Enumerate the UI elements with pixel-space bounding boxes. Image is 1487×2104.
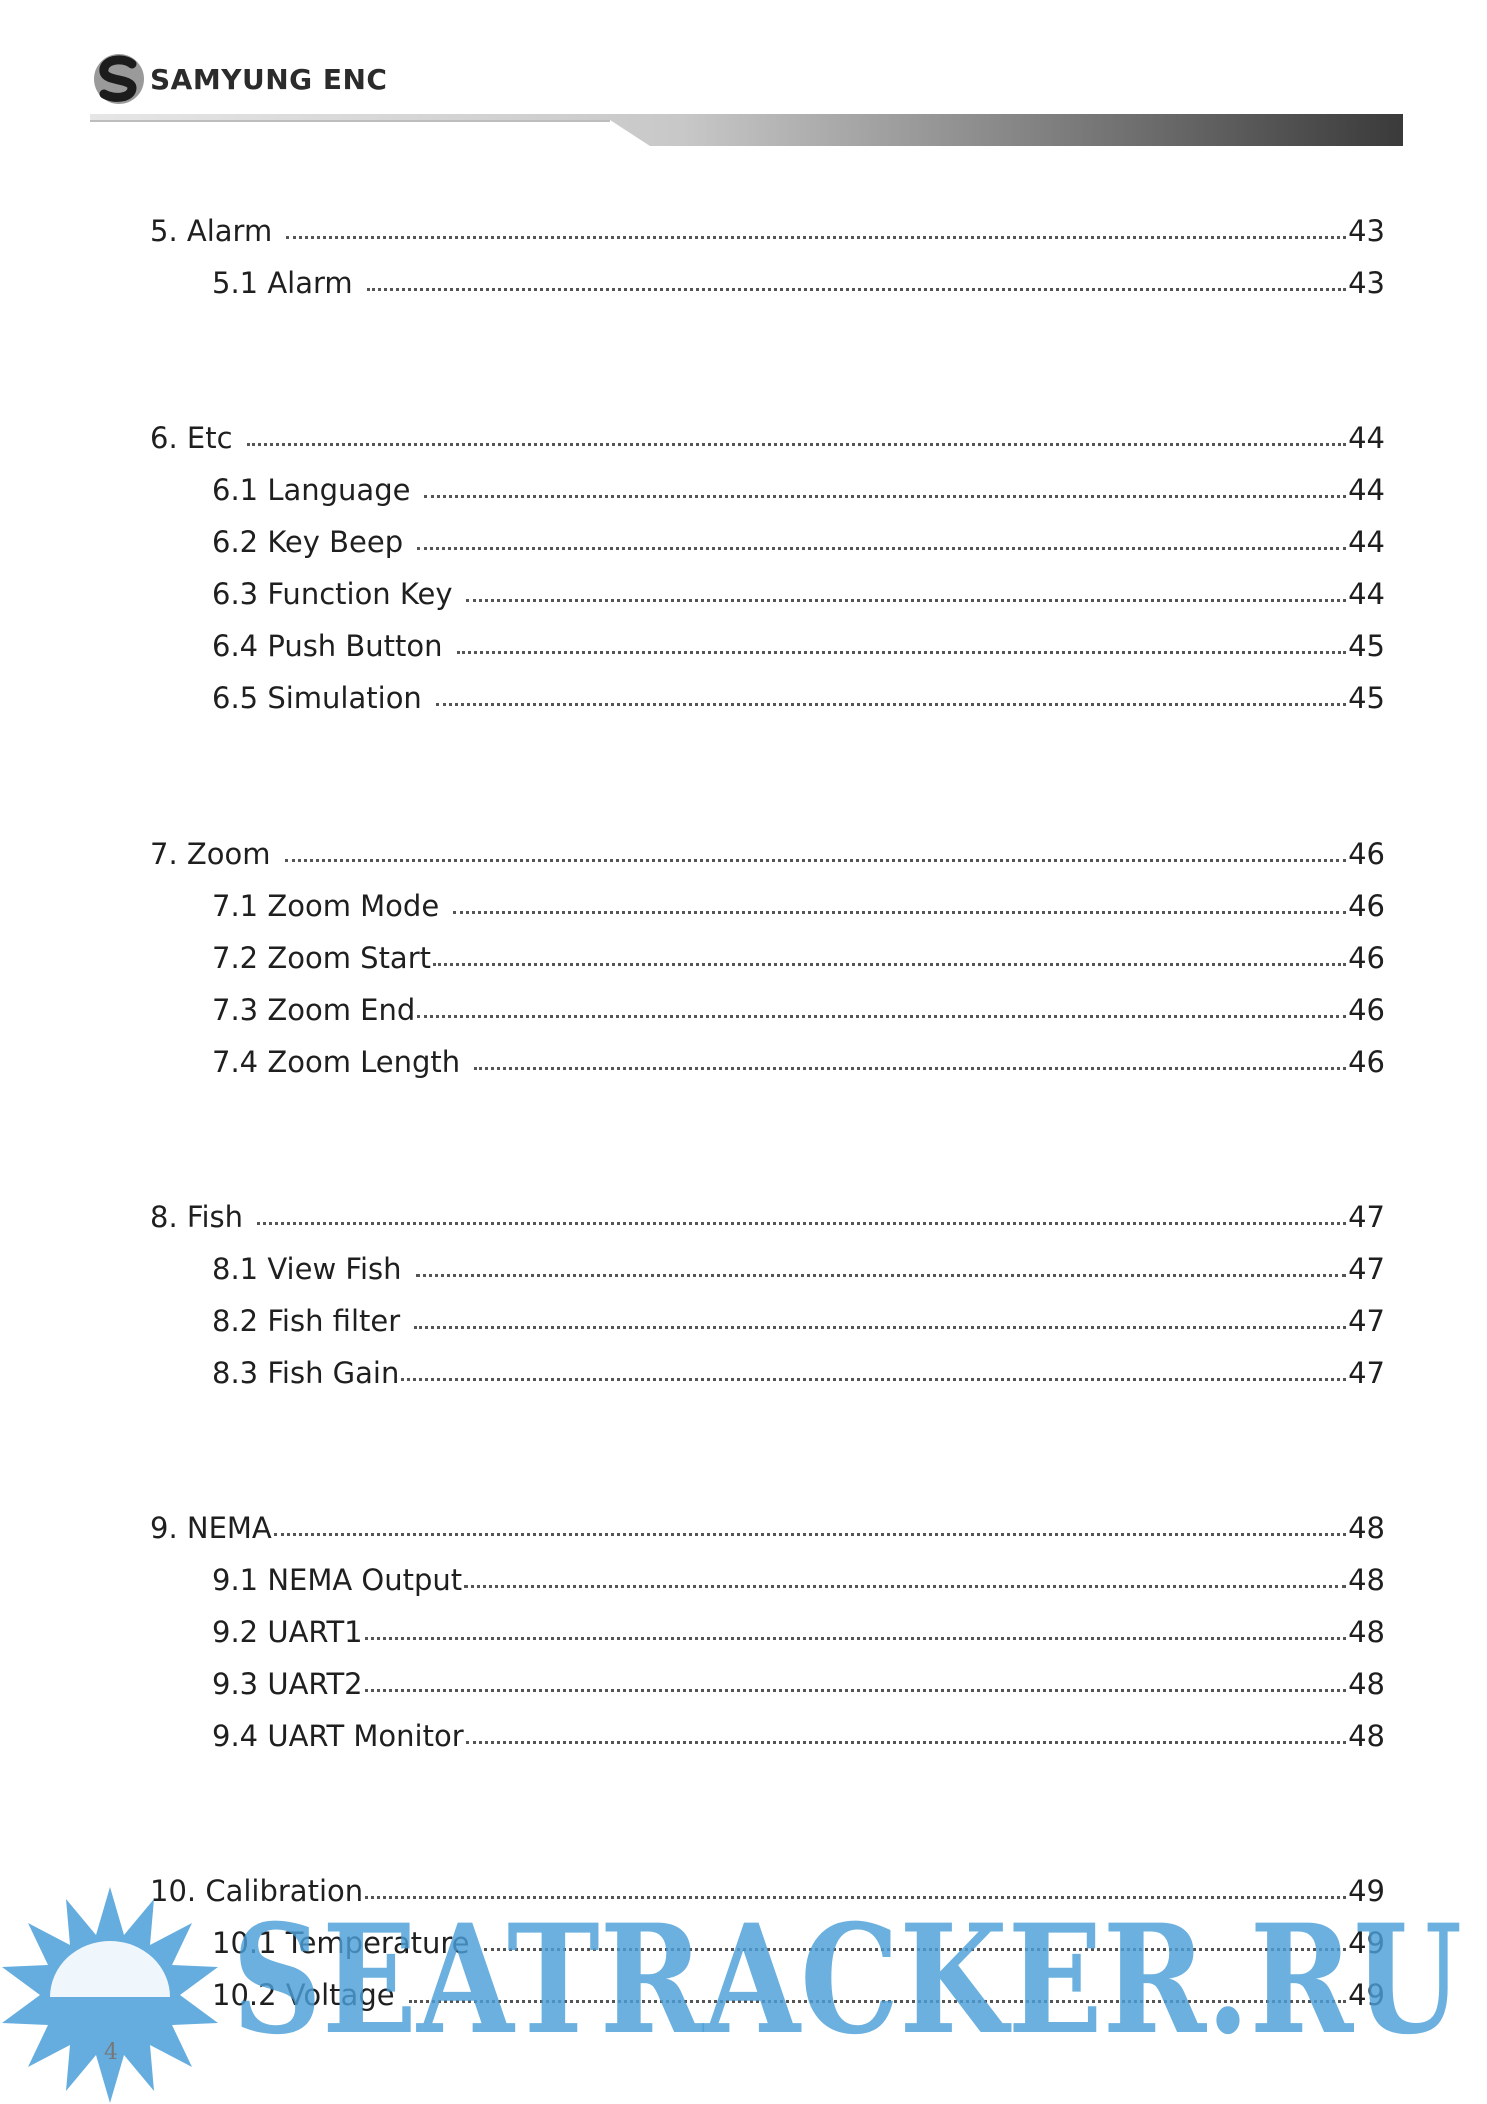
toc-subentry-page: 44 <box>1348 577 1385 611</box>
toc-subentry-title: 9.1 NEMA Output <box>212 1563 463 1597</box>
dot-leader <box>466 599 1346 602</box>
toc-subentry[interactable] <box>212 1350 1385 1390</box>
toc-subentry-page: 48 <box>1348 1667 1385 1701</box>
dot-leader <box>416 1274 1347 1277</box>
toc-subentry-page: 48 <box>1348 1615 1385 1649</box>
dot-leader <box>417 547 1346 550</box>
toc-entry-page: 47 <box>1348 1200 1385 1234</box>
toc-subentry-title: 8.1 View Fish <box>212 1252 402 1286</box>
toc-entry-page: 46 <box>1348 837 1385 871</box>
dot-leader <box>457 651 1347 654</box>
dot-leader <box>257 1222 1346 1225</box>
toc-subentry[interactable] <box>212 623 1385 663</box>
toc-subentry-title: 9.2 UART1 <box>212 1615 363 1649</box>
dot-leader <box>424 495 1346 498</box>
toc-entry-title: 9. NEMA <box>150 1511 272 1545</box>
toc-subentry-title: 8.3 Fish Gain <box>212 1356 400 1390</box>
toc-subentry[interactable] <box>212 1298 1385 1338</box>
toc-subentry-page: 46 <box>1348 1045 1385 1079</box>
toc-subentry[interactable] <box>212 675 1385 715</box>
brand-logo <box>92 50 387 108</box>
dot-leader <box>474 1067 1346 1070</box>
dot-leader <box>365 1637 1346 1640</box>
dot-leader <box>466 1741 1346 1744</box>
toc-subentry-title: 10.2 Voltage <box>212 1978 395 2012</box>
toc-subentry-page: 49 <box>1348 1978 1385 2012</box>
toc-entry[interactable] <box>150 415 1385 455</box>
toc-subentry[interactable] <box>212 571 1385 611</box>
toc-subentry[interactable] <box>212 1609 1385 1649</box>
toc-entry-page: 44 <box>1348 421 1385 455</box>
toc-subentry[interactable] <box>212 935 1385 975</box>
dot-leader <box>401 1378 1346 1381</box>
toc-subentry-page: 44 <box>1348 525 1385 559</box>
header-gradient-bar <box>90 114 1403 150</box>
toc-subentry-title: 7.3 Zoom End <box>212 993 416 1027</box>
samyung-s-logo-icon <box>92 50 146 108</box>
toc-subentry[interactable] <box>212 1713 1385 1753</box>
dot-leader <box>417 1015 1346 1018</box>
toc-subentry[interactable] <box>212 519 1385 559</box>
toc-subentry-page: 48 <box>1348 1719 1385 1753</box>
toc-subentry-title: 6.2 Key Beep <box>212 525 404 559</box>
toc-entry[interactable] <box>150 831 1385 871</box>
toc-subentry-page: 48 <box>1348 1563 1385 1597</box>
dot-leader <box>414 1326 1346 1329</box>
toc-subentry[interactable] <box>212 1246 1385 1286</box>
toc-subentry-title: 6.3 Function Key <box>212 577 453 611</box>
toc-subentry-title: 6.4 Push Button <box>212 629 443 663</box>
toc-entry[interactable] <box>150 1194 1385 1234</box>
dot-leader <box>274 1533 1346 1536</box>
toc-subentry-title: 7.1 Zoom Mode <box>212 889 440 923</box>
toc-subentry-page: 46 <box>1348 889 1385 923</box>
toc-subentry-title: 5.1 Alarm <box>212 266 353 300</box>
toc-entry[interactable] <box>150 1505 1385 1545</box>
toc-subentry-title: 8.2 Fish filter <box>212 1304 401 1338</box>
dot-leader <box>286 236 1346 239</box>
dot-leader <box>365 1689 1346 1692</box>
toc-subentry-title: 7.4 Zoom Length <box>212 1045 461 1079</box>
toc-subentry-page: 46 <box>1348 941 1385 975</box>
sun-burst-icon <box>2 1887 218 2103</box>
toc-entry-title: 7. Zoom <box>150 837 271 871</box>
toc-subentry-page: 45 <box>1348 629 1385 663</box>
toc-subentry[interactable] <box>212 1661 1385 1701</box>
toc-entry-title: 5. Alarm <box>150 214 273 248</box>
toc-subentry[interactable] <box>212 883 1385 923</box>
toc-entry-page: 49 <box>1348 1874 1385 1908</box>
toc-subentry-page: 43 <box>1348 266 1385 300</box>
page-header <box>0 0 1487 160</box>
toc-subentry-page: 44 <box>1348 473 1385 507</box>
toc-subentry-title: 6.5 Simulation <box>212 681 422 715</box>
toc-entry-title: 10. Calibration <box>150 1874 364 1908</box>
toc-subentry[interactable] <box>212 467 1385 507</box>
seatracker-watermark <box>0 1880 1487 2104</box>
toc-subentry-page: 49 <box>1348 1926 1385 1960</box>
dot-leader <box>247 443 1347 446</box>
toc-subentry-title: 10.1 Temperature <box>212 1926 470 1960</box>
toc-subentry-page: 47 <box>1348 1252 1385 1286</box>
page-number: 4 <box>104 2040 118 2065</box>
watermark-text: SEATRACKER.RU <box>232 1892 1462 2068</box>
dot-leader <box>367 288 1346 291</box>
toc-subentry[interactable] <box>212 260 1385 300</box>
dot-leader <box>453 911 1346 914</box>
toc-subentry[interactable] <box>212 987 1385 1027</box>
toc-entry[interactable] <box>150 208 1385 248</box>
toc-subentry-title: 6.1 Language <box>212 473 411 507</box>
toc-entry-page: 48 <box>1348 1511 1385 1545</box>
toc-subentry[interactable] <box>212 1039 1385 1079</box>
brand-name: SAMYUNG ENC <box>150 62 388 96</box>
dot-leader <box>433 963 1346 966</box>
toc-subentry-title: 9.3 UART2 <box>212 1667 363 1701</box>
toc-subentry-title: 7.2 Zoom Start <box>212 941 432 975</box>
toc-subentry-title: 9.4 UART Monitor <box>212 1719 464 1753</box>
toc-entry-title: 6. Etc <box>150 421 233 455</box>
toc-entry-title: 8. Fish <box>150 1200 244 1234</box>
dot-leader <box>285 859 1347 862</box>
toc-subentry-page: 47 <box>1348 1304 1385 1338</box>
toc-subentry-page: 45 <box>1348 681 1385 715</box>
toc-subentry[interactable] <box>212 1557 1385 1597</box>
toc-entry-page: 43 <box>1348 214 1385 248</box>
toc-subentry-page: 47 <box>1348 1356 1385 1390</box>
toc-subentry-page: 46 <box>1348 993 1385 1027</box>
dot-leader <box>464 1585 1346 1588</box>
dot-leader <box>436 703 1346 706</box>
